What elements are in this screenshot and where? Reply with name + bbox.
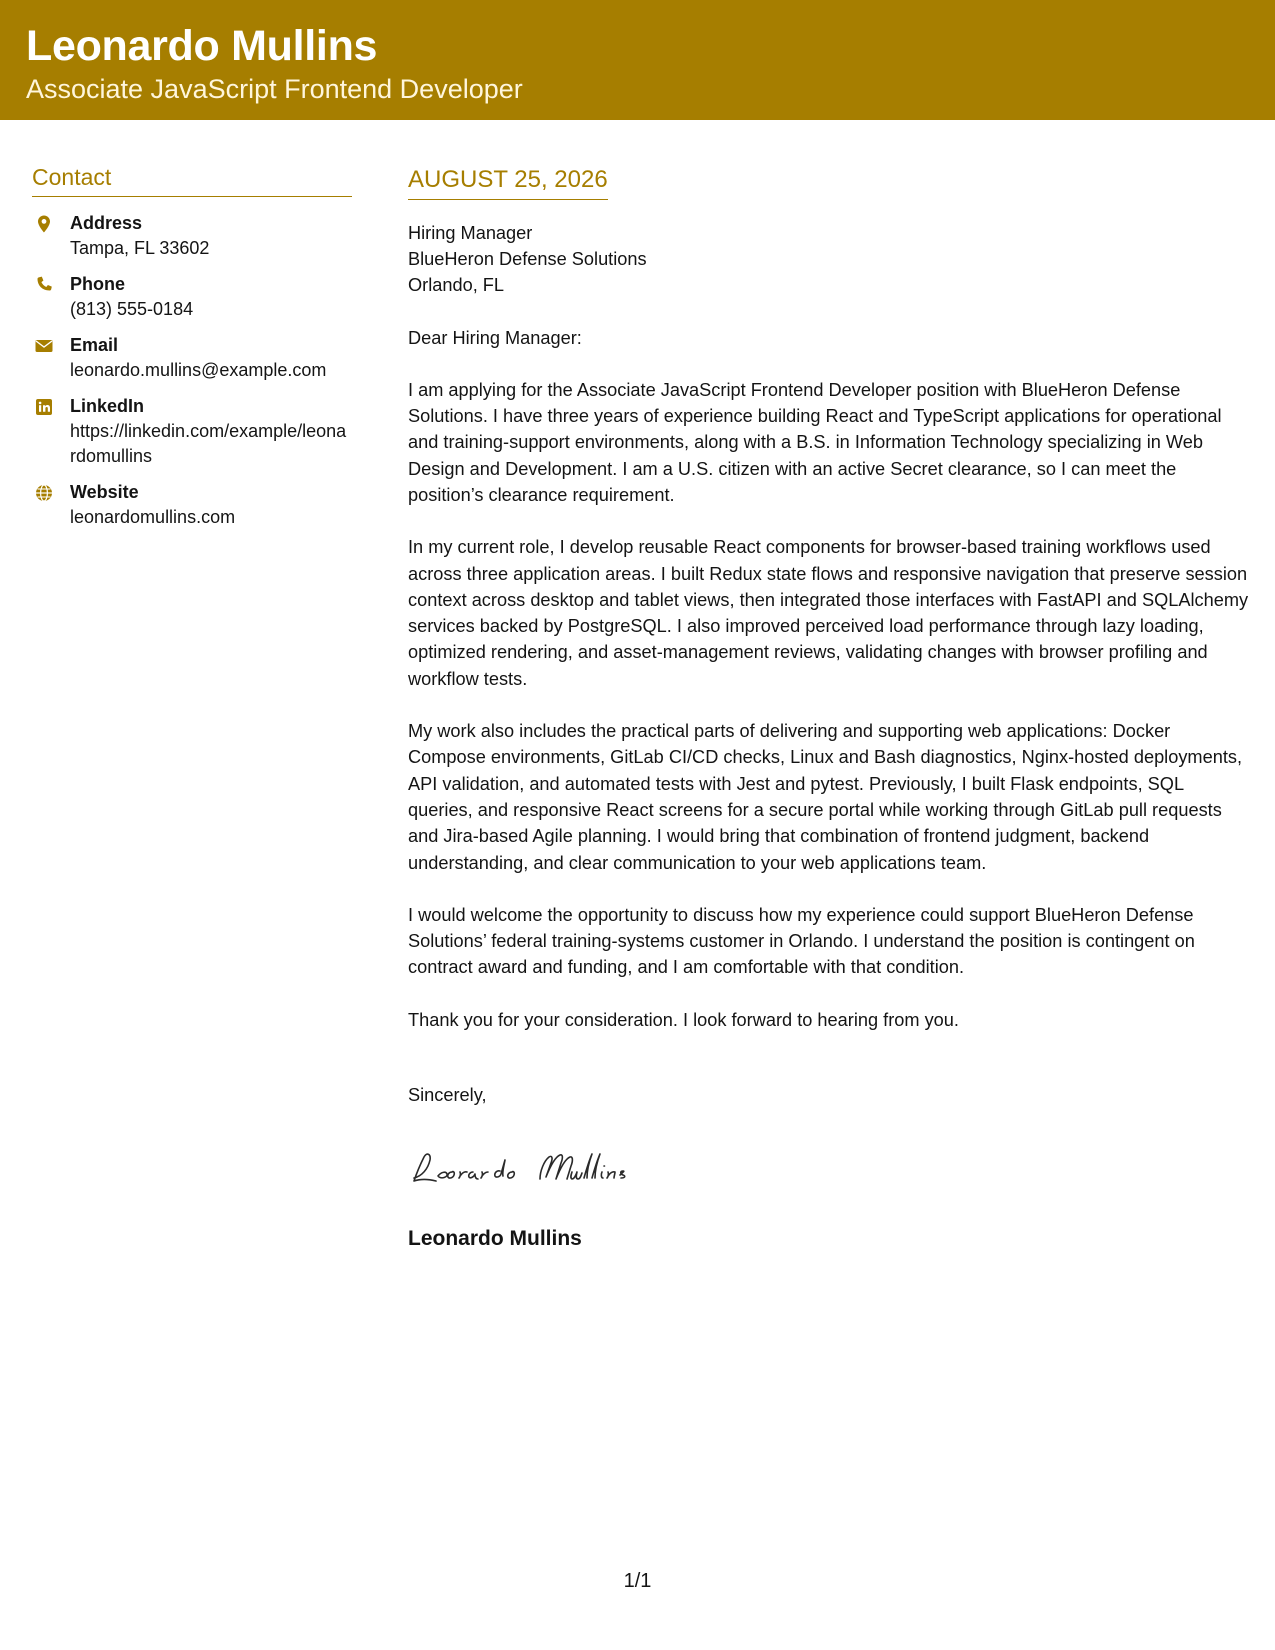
contact-sidebar: [32, 164, 352, 541]
contact-value: https://linkedin.com/example/leonardomullins: [70, 421, 347, 466]
applicant-name: Leonardo Mullins: [26, 22, 378, 70]
header-banner: [0, 0, 1275, 120]
letter-paragraph: I am applying for the Associate JavaScript Frontend Developer position with BlueHeron Defense Solutions. I have three years of experience building React and TypeScript applications for operational and training-support environments, along with a B.S. in Information Technology specializing in Web Design and Development. I am a U.S. citizen with an active Secret clearance, so I can meet the position’s clearance requirement.: [408, 379, 1222, 505]
contact-value: (813) 555-0184: [70, 299, 194, 319]
globe-icon: [34, 483, 54, 503]
contact-label: Phone: [70, 274, 126, 294]
map-pin-icon: [34, 214, 54, 234]
page-number: 1/1: [623, 1570, 652, 1592]
contact-label: Website: [70, 482, 139, 502]
contact-list: [32, 211, 352, 530]
contact-item-linkedin: [32, 394, 352, 469]
recipient-line: BlueHeron Defense Solutions: [408, 248, 647, 269]
letter-paragraph: In my current role, I develop reusable React components for browser-based training workflows used across three application areas. I built Redux state flows and responsive navigation that preserve session context across desktop and tablet views, then integrated those interfaces with FastAPI and SQLAlchemy services backed by PostgreSQL. I also improved perceived load performance through lazy loading, optimized rendering, and asset-management reviews, validating changes with browser profiling and workflow tests.: [408, 537, 1249, 689]
linkedin-icon: [34, 397, 54, 417]
letter-date: AUGUST 25, 2026: [408, 166, 608, 200]
contact-item-phone: [32, 272, 352, 322]
letter-body: [408, 166, 1250, 1252]
handwritten-signature: [408, 1142, 708, 1192]
job-title: Associate JavaScript Frontend Developer: [26, 74, 523, 104]
signed-name: Leonardo Mullins: [408, 1227, 582, 1251]
letter-paragraph: I would welcome the opportunity to discuss how my experience could support BlueHeron Defense Solutions’ federal training-systems customer in Orlando. I understand the position is contingent on contract award and funding, and I am comfortable with that condition.: [408, 904, 1195, 978]
recipient-line: Orlando, FL: [408, 274, 505, 295]
contact-item-email: [32, 333, 352, 383]
contact-label: LinkedIn: [70, 396, 145, 416]
contact-value: Tampa, FL 33602: [70, 238, 210, 258]
recipient-line: Hiring Manager: [408, 222, 533, 243]
contact-label: Address: [70, 213, 143, 233]
letter-paragraph: My work also includes the practical parts of delivering and supporting web applications: Docker Compose environments, GitLab CI/CD checks, Linux and Bash diagnostics, Nginx-hosted deployments, API validation, and automated tests with Jest and pytest. Previously, I built Flask endpoints, SQL queries, and responsive React screens for a secure portal while working through GitLab pull requests and Jira-based Agile planning. I would bring that combination of frontend judgment, backend understanding, and clear communication to your web applications team.: [408, 721, 1243, 873]
phone-icon: [34, 275, 54, 295]
contact-value: leonardo.mullins@example.com: [70, 360, 327, 380]
recipient-block: [408, 220, 1250, 298]
closing: Sincerely,: [408, 1085, 487, 1106]
contact-label: Email: [70, 335, 119, 355]
contact-heading: Contact: [32, 164, 352, 197]
contact-value: leonardomullins.com: [70, 507, 236, 527]
contact-item-website: [32, 480, 352, 530]
salutation: Dear Hiring Manager:: [408, 327, 582, 348]
envelope-icon: [34, 336, 54, 356]
letter-paragraph: Thank you for your consideration. I look forward to hearing from you.: [408, 1009, 959, 1030]
contact-item-address: [32, 211, 352, 261]
